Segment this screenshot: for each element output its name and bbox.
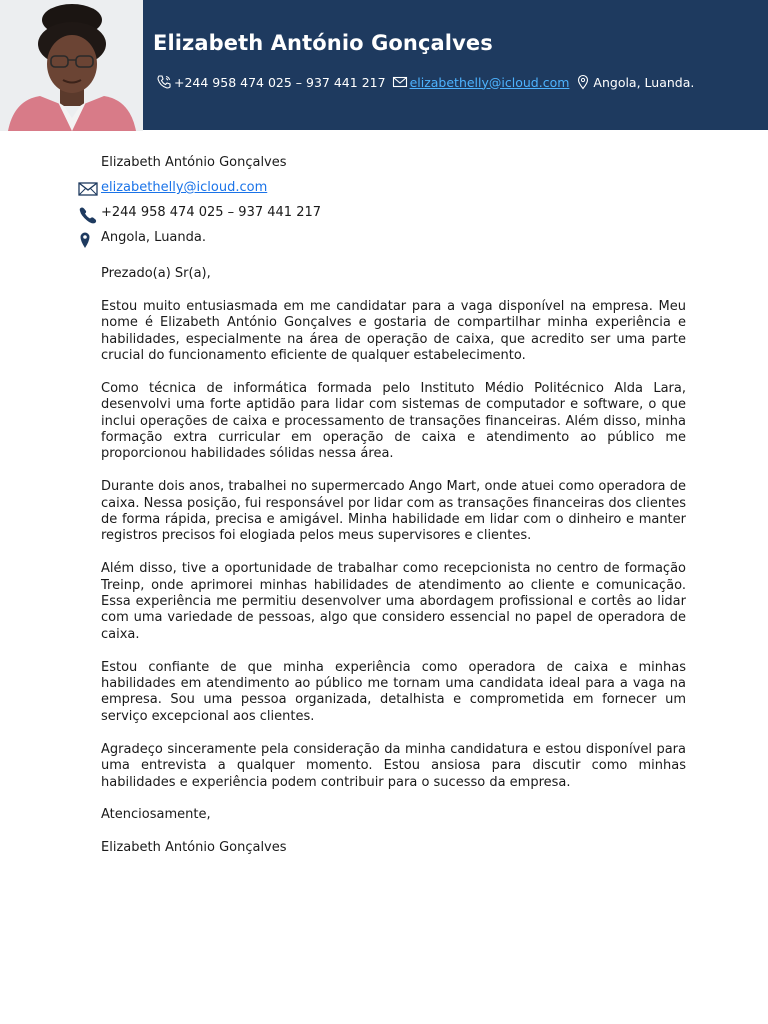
envelope-icon [392,74,408,90]
header-contact-line [156,72,694,92]
sender-location: Angola, Luanda. [101,230,206,245]
sender-email-link[interactable]: elizabethelly@icloud.com [101,180,268,195]
letter-paragraph-2: Como técnica de informática formada pelo Instituto Médio Politécnico Alda Lara, desenvolvi uma forte aptidão para lidar com sistemas de computador e software, o que inclui operações de caixa e processamento de transações financeiras. Além disso, minha formação extra curricular em operação de caixa e atendimento ao público me proporcionou habilidades sólidas nessa área. [101,380,686,462]
sender-name: Elizabeth António Gonçalves [101,155,287,170]
letter-paragraph-3: Durante dois anos, trabalhei no supermercado Ango Mart, onde atuei como operadora de caixa. Nessa posição, fui responsável por lidar com as transações financeiras dos clientes de forma rápida, precisa e amigável. Minha habilidade em lidar com o dinheiro e manter registros precisos foi elogiada pelos meus supervisores e clientes. [101,479,686,544]
sender-email-row [78,177,698,202]
profile-photo [0,0,143,131]
letter-paragraph-4: Além disso, tive a oportunidade de trabalhar como recepcionista no centro de formação Treinp, onde aprimorei minhas habilidades de atendimento ao cliente e comunicação. Essa experiência me permitiu desenvolver uma abordagem profissional e cortês ao lidar com uma variedade de pessoas, algo que considero essencial no papel de operadora de caixa. [101,561,686,642]
header-email-link[interactable]: elizabethelly@icloud.com [409,74,570,90]
letter-signature: Elizabeth António Gonçalves [101,840,287,856]
letter-paragraph-1: Estou muito entusiasmada em me candidatar para a vaga disponível na empresa. Meu nome é Elizabeth António Gonçalves e gostaria de compartilhar minha experiência e habilidades, especialmente na área de operação de caixa, que acredito ser uma parte crucial do funcionamento eficiente de qualquer estabelecimento. [101,298,686,364]
header-location: Angola, Luanda. [593,74,695,90]
sender-location-row [78,227,698,252]
phone-icon [78,206,98,224]
envelope-icon [78,181,98,199]
letter-paragraph-6: Agradeço sinceramente pela consideração da minha candidatura e estou disponível para uma entrevista a qualquer momento. Estou ansiosa para discutir como minhas habilidades e experiência podem contribuir para o sucesso da empresa. [101,741,686,790]
letter-salutation: Prezado(a) Sr(a), [101,266,211,281]
letter-paragraph-5: Estou confiante de que minha experiência como operadora de caixa e minhas habilidades em atendimento ao público me tornam uma candidata ideal para a vaga na empresa. Sou uma pessoa organizada, detalhista e comprometida em fornecer um serviço excepcional aos clientes. [101,659,686,724]
sender-phone: +244 958 474 025 – 937 441 217 [101,205,322,220]
letter-closing: Atenciosamente, [101,807,211,823]
sender-block [78,152,698,252]
location-pin-icon [575,74,591,90]
header-banner [0,0,768,130]
letter-body [101,266,686,873]
location-pin-icon [78,231,98,249]
phone-icon [156,74,172,90]
header-phone: +244 958 474 025 – 937 441 217 [174,74,386,90]
sender-phone-row [78,202,698,227]
header-name: Elizabeth António Gonçalves [153,31,493,55]
sender-name-row [78,152,698,177]
